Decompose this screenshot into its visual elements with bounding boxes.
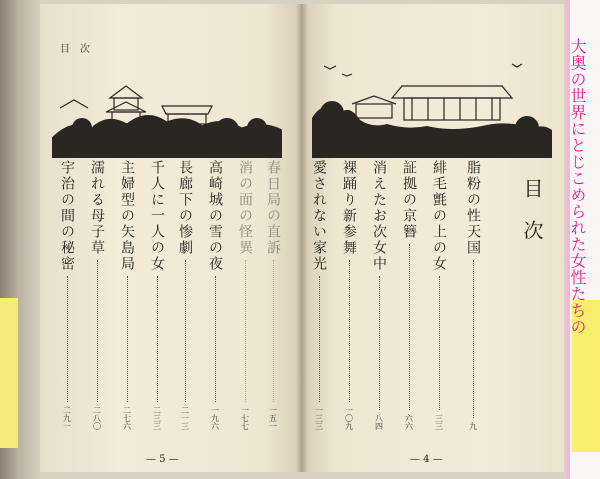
- toc-entry: [338, 160, 360, 430]
- toc-entry: [56, 160, 78, 430]
- toc-entry-title: 濡れる母子草: [89, 160, 105, 256]
- toc-entry: [308, 160, 330, 430]
- toc-entry-page: 一三三: [314, 406, 324, 430]
- toc-leader-dots: [409, 244, 410, 410]
- toc-entry: [462, 160, 484, 430]
- toc-leader-dots: [97, 260, 98, 402]
- toc-entry: [204, 160, 226, 430]
- toc-leader-dots: [473, 260, 474, 418]
- toc-leader-dots: [215, 276, 216, 402]
- toc-entry-page: 一七七: [240, 406, 250, 430]
- toc-leader-dots: [349, 260, 350, 402]
- toc-leader-dots: [379, 276, 380, 410]
- toc-entry-title: 長廊下の惨劇: [177, 160, 193, 256]
- toc-entry: [368, 160, 390, 430]
- toc-leader-dots: [319, 276, 320, 402]
- toc-entry-title: 緋毛氈の上の女: [431, 160, 447, 272]
- toc-entry: [86, 160, 108, 430]
- toc-entry-title: 証拠の京簪: [401, 160, 417, 240]
- running-title: 目次: [60, 44, 100, 55]
- toc-entry: [262, 160, 284, 430]
- toc-entry-title: 主婦型の矢島局: [119, 160, 135, 272]
- toc-entry-title: 消えたお次女中: [371, 160, 387, 272]
- toc-leader-dots: [439, 276, 440, 410]
- toc-entry-page: 二八〇: [92, 406, 102, 430]
- toc-leader-dots: [273, 260, 274, 402]
- toc-leader-dots: [245, 260, 246, 402]
- toc-entry-title: 裸踊り新参舞: [341, 160, 357, 256]
- toc-entry-title: 脂粉の性天国: [465, 160, 481, 256]
- toc-entry-title: 消の面の怪異: [237, 160, 253, 256]
- toc-entry-page: 九: [468, 422, 478, 430]
- toc-leader-dots: [67, 276, 68, 402]
- toc-entry-title: 宇治の間の秘密: [59, 160, 75, 272]
- toc-entry-title: 高崎城の雪の夜: [207, 160, 223, 272]
- toc-entry-title: 千人に一人の女: [149, 160, 165, 272]
- yellow-tab-left: [0, 298, 18, 448]
- toc-entry-page: 二一三: [180, 406, 190, 430]
- toc-entry-page: 八四: [374, 414, 384, 430]
- palace-illustration-right: [312, 58, 552, 158]
- castle-illustration-left: [52, 58, 282, 158]
- toc-entry-page: 二九一: [62, 406, 72, 430]
- toc-entry-page: 一九六: [210, 406, 220, 430]
- toc-entry: [428, 160, 450, 430]
- page-number-left: — 5 —: [146, 454, 179, 465]
- toc-entry-page: 一〇九: [344, 406, 354, 430]
- toc-entry-title: 春日局の直訴: [265, 160, 281, 256]
- sticker-text: 大奥の世界にとじこめられた女性たちの: [568, 38, 587, 335]
- toc-entry-page: 六六: [404, 414, 414, 430]
- toc-entry-page: 三三: [434, 414, 444, 430]
- toc-entry: [234, 160, 256, 430]
- toc-entry: [146, 160, 168, 430]
- toc-entry: [398, 160, 420, 430]
- toc-entry-title: 愛されない家光: [311, 160, 327, 272]
- page-number-right: — 4 —: [410, 454, 443, 465]
- toc-entry-page: 二三三: [152, 406, 162, 430]
- toc-leader-dots: [157, 276, 158, 402]
- page-gutter: [296, 4, 308, 472]
- toc-heading: 目次: [520, 178, 544, 262]
- toc-entry: [116, 160, 138, 430]
- toc-entry-page: 二七六: [122, 406, 132, 430]
- toc-leader-dots: [185, 260, 186, 402]
- toc-entry-page: 一五一: [268, 406, 278, 430]
- toc-entry: [174, 160, 196, 430]
- toc-leader-dots: [127, 276, 128, 402]
